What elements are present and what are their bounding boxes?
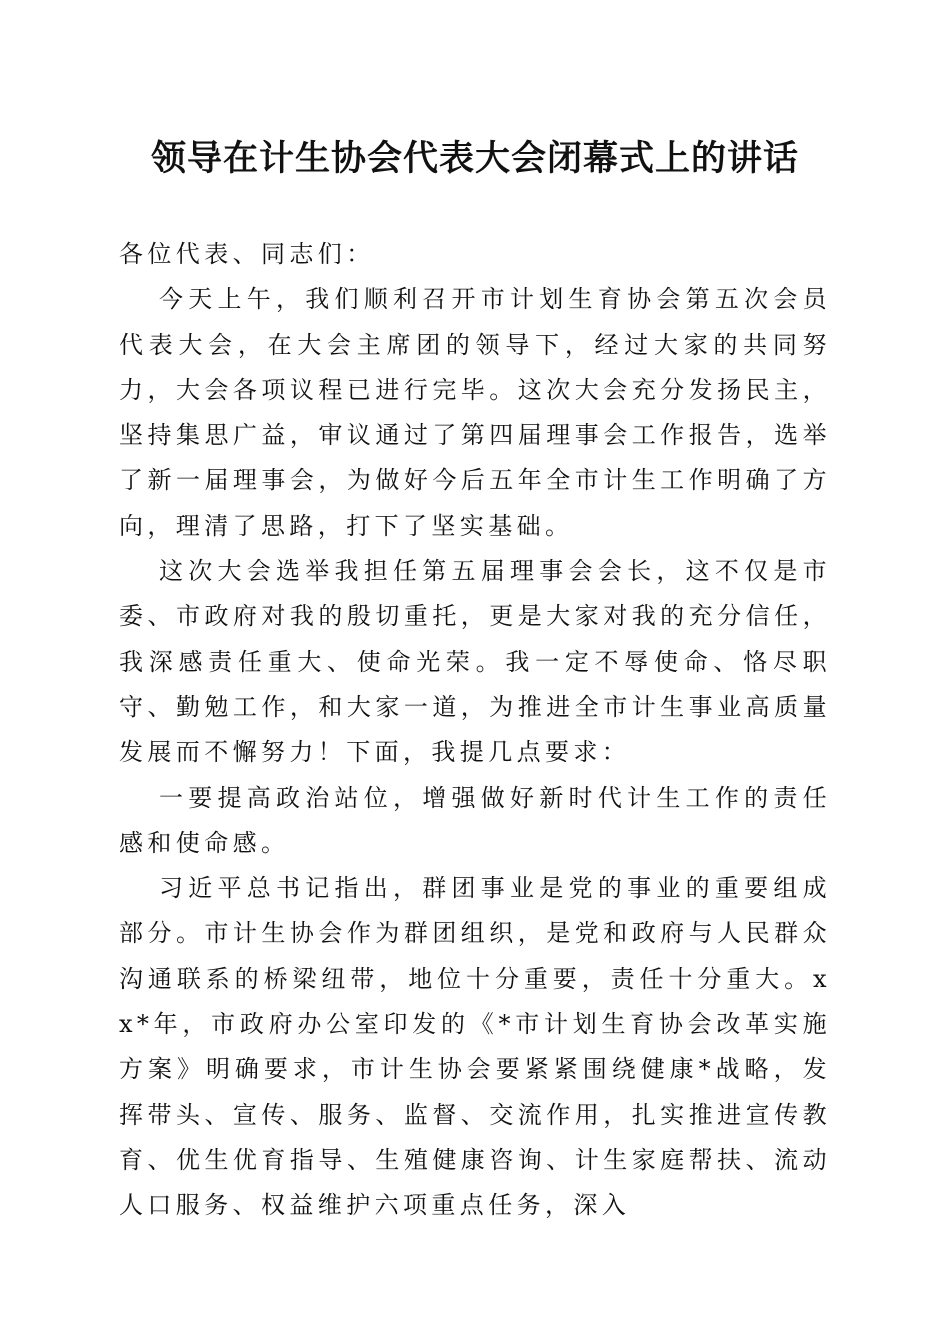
paragraph-mission: 习近平总书记指出，群团事业是党的事业的重要组成部分。市计生协会作为群团组织，是党和政府与人民群众沟通联系的桥梁纽带，地位十分重要，责任十分重大。xx*年，市政府办公室印发的《*市计划生育协会改革实施方案》明确要求，市计生协会要紧紧围绕健康*战略，发挥带头、宣传、服务、监督、交流作用，扎实推进宣传教育、优生优育指导、生殖健康咨询、计生家庭帮扶、流动人口服务、权益维护六项重点任务，深入 <box>119 874 831 1220</box>
salutation: 各位代表、同志们： <box>119 240 375 268</box>
document-title: 领导在计生协会代表大会闭幕式上的讲话 <box>150 138 799 179</box>
paragraph-opening: 今天上午，我们顺利召开市计划生育协会第五次会员代表大会，在大会主席团的领导下，经过大家的共同努力，大会各项议程已进行完毕。这次大会充分发扬民主，坚持集思广益，审议通过了第四届理事会工作报告，选举了新一届理事会，为做好今后五年全市计生工作明确了方向，理清了思路，打下了坚实基础。 <box>119 285 831 540</box>
document-body <box>119 232 831 1229</box>
paragraph-requirement-heading: 一要提高政治站位，增强做好新时代计生工作的责任感和使命感。 <box>119 783 831 857</box>
paragraph-election: 这次大会选举我担任第五届理事会会长，这不仅是市委、市政府对我的殷切重托，更是大家对我的充分信任，我深感责任重大、使命光荣。我一定不辱使命、恪尽职守、勤勉工作，和大家一道，为推进全市计生事业高质量发展而不懈努力！下面，我提几点要求： <box>119 557 831 767</box>
